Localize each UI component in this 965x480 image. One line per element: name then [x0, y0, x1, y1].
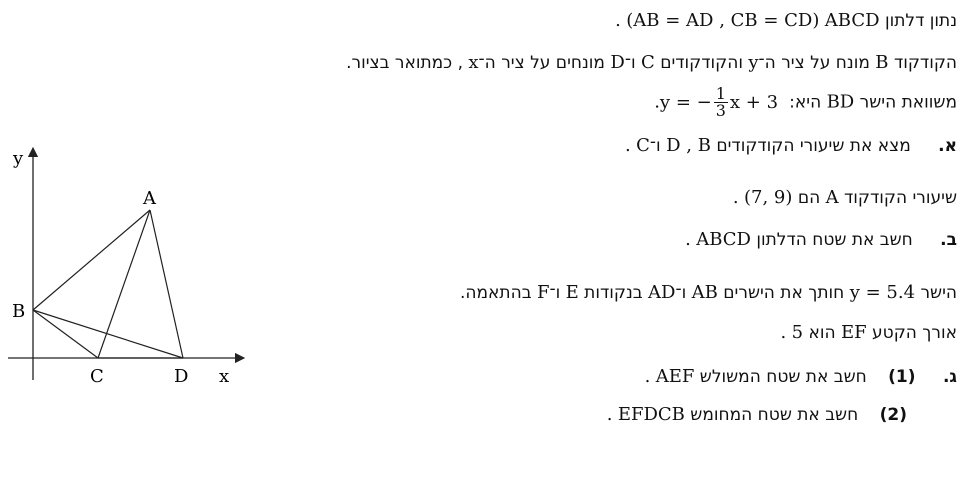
given-line: נתון דלתון ABCD (AB = AD , CB = CD) . — [615, 10, 957, 31]
sub-question-2-label: (2) — [879, 405, 907, 425]
question-c-label: ג. — [942, 367, 957, 387]
sub-question-1-label: (1) — [888, 367, 916, 387]
kite-figure — [0, 140, 250, 390]
kite-conditions: (AB = AD , CB = CD) — [626, 10, 820, 31]
question-c-1: ג. (1) חשב את שטח המשולש AEF . — [645, 364, 957, 390]
vertex-b-label: B — [12, 301, 26, 322]
axis-x-label: x — [219, 366, 230, 387]
equation: y = − $\frac{1}{3}$ x + 3 — [659, 84, 779, 120]
vertex-c-label: C — [90, 366, 104, 387]
question-a-label: א. — [938, 136, 957, 156]
axis-y-label: y — [13, 148, 24, 169]
line-y-intersect: הישר y = 5.4 חותך את הישרים AB ו־AD בנקודות E ו־F בהתאמה. — [460, 282, 957, 303]
question-c-2: (2) חשב את שטח המחומש EFDCB . — [607, 402, 907, 428]
vertex-d-label: D — [174, 366, 189, 387]
question-b: ב. חשב את שטח הדלתון ABCD . — [685, 227, 957, 253]
placement-line: הקודקוד B מונח על ציר ה־y והקודקודים C ו־D מונחים על ציר ה־x , כמתואר בציור. — [346, 52, 957, 73]
a-coordinates: שיעורי הקודקוד A הם (7, 9) . — [732, 187, 957, 208]
segment-bc — [33, 310, 98, 358]
line-equation: משוואת הישר BD היא: y = − $\frac{1}{3}$ x + 3 . — [654, 84, 957, 120]
fraction: $\frac{1}{3}$ — [715, 84, 726, 120]
ef-length: אורך הקטע EF הוא 5 . — [780, 322, 957, 343]
question-b-label: ב. — [940, 230, 957, 250]
vertex-a-label: A — [143, 188, 156, 209]
question-a: א. מצא את שיעורי הקודקודים D , B ו־C . — [625, 133, 957, 159]
kite-name: ABCD — [824, 10, 880, 31]
diagonal-bd — [33, 310, 183, 358]
segment-ad — [150, 210, 183, 358]
